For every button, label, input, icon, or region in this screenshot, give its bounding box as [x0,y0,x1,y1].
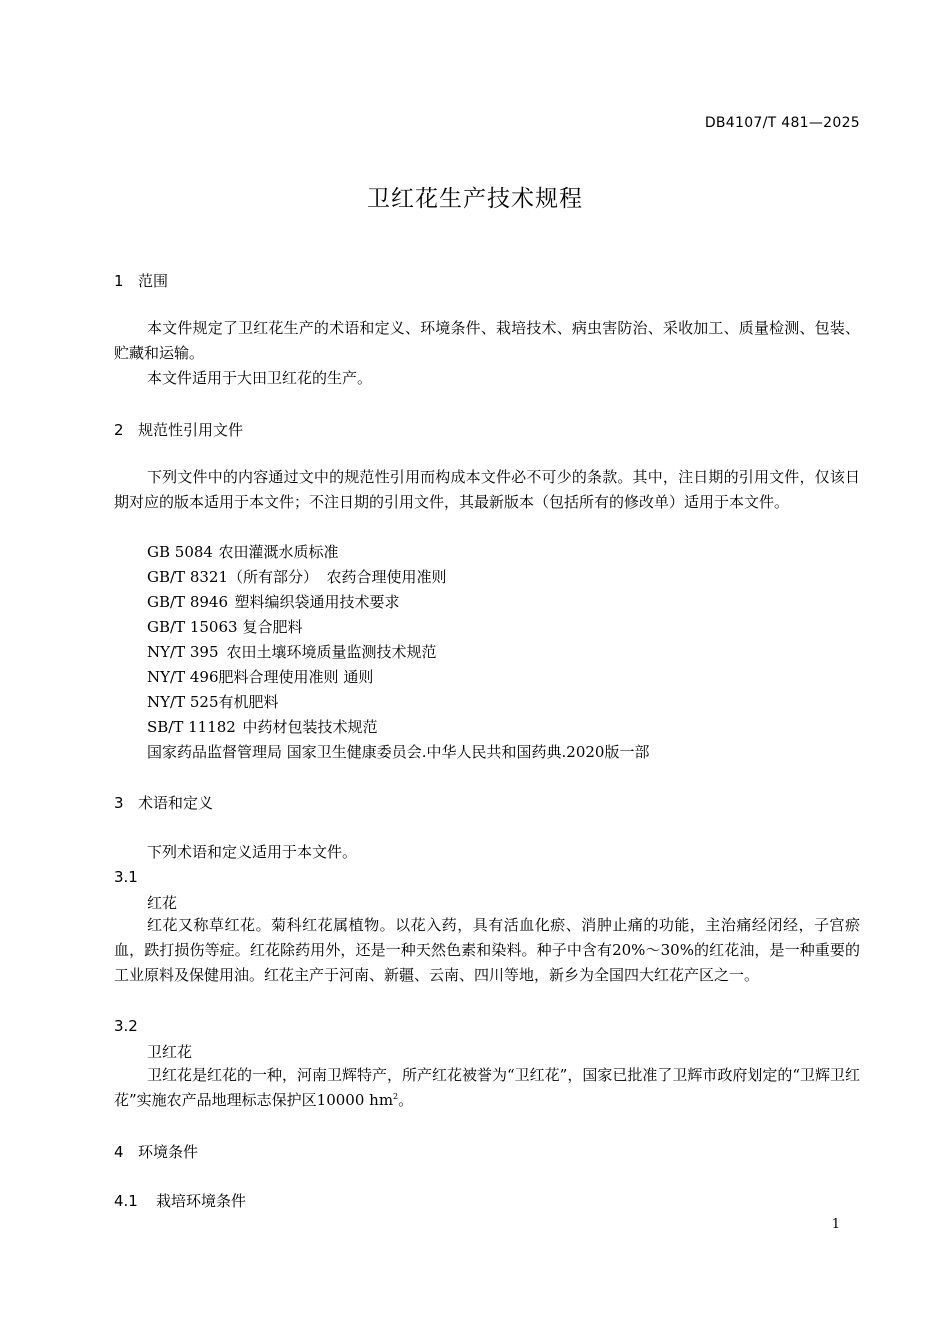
section-title: 规范性引用文件 [138,421,244,439]
term-definition-end: 。 [398,1091,414,1109]
section-1-heading [114,270,168,291]
term-name: 红花 [147,894,178,912]
section-2-heading [114,419,243,440]
reference-code: NY/T 496 [147,668,219,686]
section-3-paragraph-1: 下列术语和定义适用于本文件。 [147,843,358,861]
section-2-paragraph-1: 下列文件中的内容通过文中的规范性引用而构成本文件必不可少的条款。其中，注日期的引用文件，仅该日期对应的版本适用于本文件；不注日期的引用文件，其最新版本（包括所有的修改单）适用于本文件。 [114,468,860,511]
reference-item-pharmacopoeia: 国家药品监督管理局 国家卫生健康委员会.中华人民共和国药典.2020版一部 [147,743,650,761]
reference-code: NY/T 395 [147,643,219,661]
reference-name: 复合肥料 [242,618,303,636]
reference-item [147,565,447,590]
section-1-paragraph-1: 本文件规定了卫红花生产的术语和定义、环境条件、栽培技术、病虫害防治、采收加工、质量检测、包装、贮藏和运输。 [114,319,860,362]
reference-name: 农田灌溉水质标准 [218,543,339,561]
reference-name: 农田土壤环境质量监测技术规范 [226,643,437,661]
term-definition [114,1063,860,1113]
subsection-4-1-heading [114,1190,246,1211]
reference-item [147,615,303,640]
reference-name: 农药合理使用准则 [326,568,447,586]
reference-code: SB/T 11182 [147,718,236,736]
reference-item [147,715,378,740]
reference-code: GB 5084 [147,543,213,561]
reference-item [147,590,400,615]
term-number: 3.2 [114,1017,138,1035]
reference-item [147,665,373,690]
section-4-heading [114,1141,198,1162]
section-number: 2 [114,421,124,439]
term-number: 3.1 [114,868,138,886]
reference-item [147,640,437,665]
subsection-title: 栽培环境条件 [156,1192,247,1210]
reference-name: 有机肥料 [218,693,279,711]
reference-name: 肥料合理使用准则 通则 [218,668,374,686]
reference-code: GB/T 8946 [147,593,229,611]
reference-name: 中药材包装技术规范 [242,718,378,736]
reference-code: GB/T 8321（所有部分） [147,568,319,586]
reference-code: GB/T 15063 [147,618,238,636]
section-number: 3 [114,794,124,812]
section-3-heading [114,792,213,813]
doc-code: DB4107/T 481—2025 [704,115,860,131]
section-1-paragraph-2: 本文件适用于大田卫红花的生产。 [147,369,373,387]
reference-item [147,540,339,565]
doc-title: 卫红花生产技术规程 [367,186,583,212]
section-number: 1 [114,272,124,290]
section-title: 术语和定义 [138,794,214,812]
section-number: 4 [114,1143,124,1161]
page-number: 1 [831,1217,840,1232]
reference-name: 塑料编织袋通用技术要求 [234,593,400,611]
subsection-number: 4.1 [114,1192,138,1210]
section-title: 环境条件 [138,1143,199,1161]
term-definition: 红花又称草红花。菊科红花属植物。以花入药，具有活血化瘀、消肿止痛的功能，主治痛经闭经，子宫瘀血，跌打损伤等症。红花除药用外，还是一种天然色素和染料。种子中含有20%～30%的红花油，是一种重要的工业原料及保健用油。红花主产于河南、新疆、云南、四川等地，新乡为全国四大红花产区之一。 [114,916,860,984]
reference-item [147,690,279,715]
term-definition-text: 卫红花是红花的一种，河南卫辉特产，所产红花被誉为“卫红花”，国家已批准了卫辉市政府划定的“卫辉卫红花”实施农产品地理标志保护区10000 hm [114,1066,861,1109]
section-title: 范围 [138,272,169,290]
reference-code: NY/T 525 [147,693,219,711]
term-name: 卫红花 [147,1043,193,1061]
superscript-exponent: 2 [393,1092,399,1101]
